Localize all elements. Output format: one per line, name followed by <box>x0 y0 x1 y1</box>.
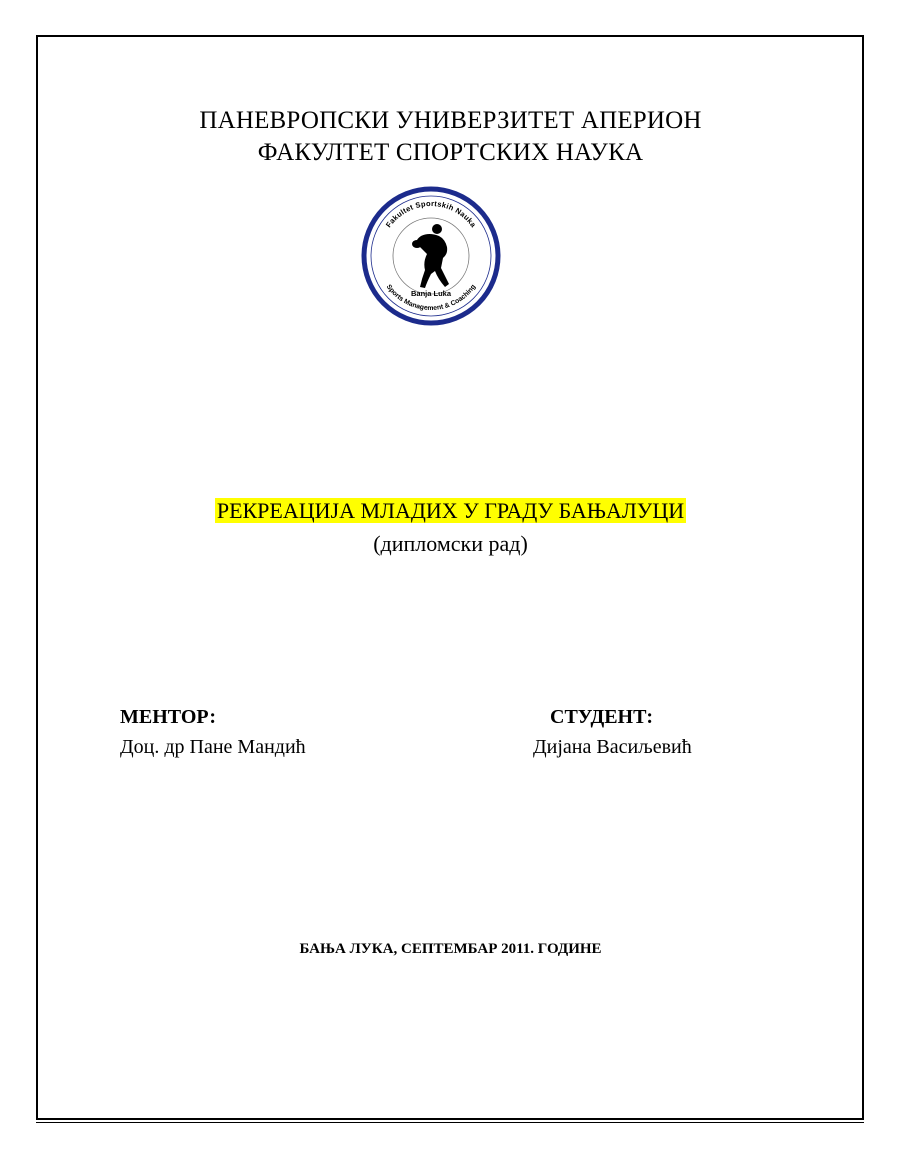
thesis-title-text: РЕКРЕАЦИЈА МЛАДИХ У ГРАДУ БАЊАЛУЦИ <box>216 498 685 523</box>
logo-bottom-text: Sports Management & Coaching <box>384 283 478 313</box>
faculty-logo <box>359 184 503 328</box>
university-name: ПАНЕВРОПСКИ УНИВЕРЗИТЕТ АПЕРИОН <box>199 107 702 134</box>
logo-city-text: Banja Luka <box>410 289 452 298</box>
faculty-name: ФАКУЛТЕТ СПОРТСКИХ НАУКА <box>257 139 644 166</box>
logo-top-text: Fakultet Sportskih Nauka <box>383 198 479 230</box>
mentor-name: Доц. др Пане Мандић <box>120 736 306 758</box>
place-and-date: БАЊА ЛУКА, СЕПТЕМБАР 2011. ГОДИНЕ <box>299 941 602 957</box>
thesis-subtitle: (дипломски рад) <box>373 531 528 556</box>
thesis-title <box>0 497 901 525</box>
student-name: Дијана Васиљевић <box>533 736 692 758</box>
student-label: СТУДЕНТ: <box>550 706 654 728</box>
mentor-label: МЕНТОР: <box>120 706 217 728</box>
